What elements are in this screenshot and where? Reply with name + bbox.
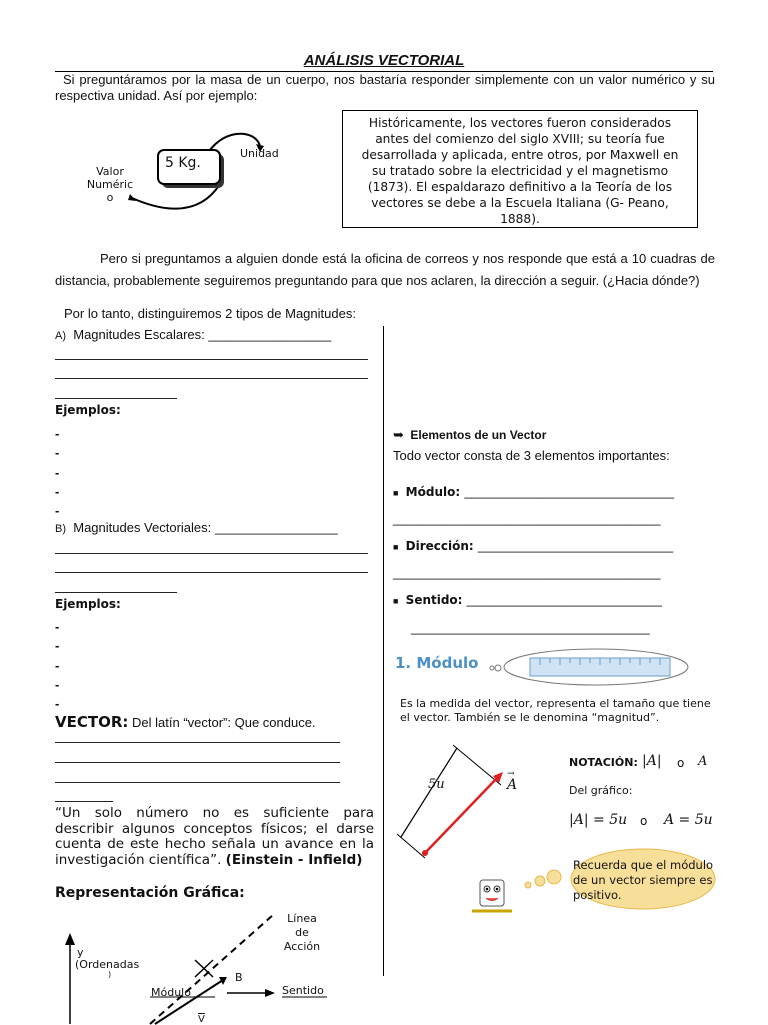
history-box: Históricamente, los vectores fueron considerados antes del comienzo del siglo XVIII; su teoría fue desarrollada y aplicada, entre otros, por Maxwell en su tratado sobre la electricidad y el magnetismo (1873). El espaldarazo definitivo a la Teoría de los vectores se debe a la Escuela Italiana (G- Peano, 1888). [342, 110, 698, 228]
blank-line [55, 572, 368, 573]
intro-paragraph: Si preguntáramos por la masa de un cuerpo, nos bastaría responder simplemente con un valor numérico y su respectiva unidad. Así por ejemplo: [55, 72, 715, 103]
blank-line [55, 782, 340, 783]
blank-line [55, 398, 177, 399]
vector-definition: VECTOR: Del latín “vector”: Que conduce. [55, 713, 316, 731]
examples-list: - - - - - [55, 426, 60, 519]
notation-or: o [677, 756, 685, 770]
vectorial-heading: B) Magnitudes Vectoriales: _________________ [55, 520, 338, 535]
page-title: ANÁLISIS VECTORIAL [303, 52, 465, 69]
unit-label: Unidad [240, 147, 279, 160]
examples-label: Ejemplos: [55, 597, 121, 611]
blank-line [55, 801, 113, 802]
ordenadas-paren: ) [108, 970, 112, 979]
blank-line [55, 553, 368, 554]
element-direccion: ■ Dirección: ___________________________ [393, 538, 674, 553]
vector-v-label: $\overline{V}$ [198, 1014, 205, 1025]
blank-line [55, 359, 368, 360]
two-types-text: Por lo tanto, distinguiremos 2 tipos de Magnitudes: [64, 306, 356, 321]
vector-name-label: → A [507, 769, 518, 793]
blank-line: _____________________________________ [393, 511, 661, 526]
y-label: y [77, 946, 84, 959]
ruler-cloud [488, 646, 700, 688]
point-b-label: B [235, 971, 243, 984]
examples-list: - - - - - [55, 619, 60, 712]
blank-line: _________________________________ [411, 620, 650, 635]
value-label: Valor Numéric o [86, 165, 134, 204]
equation-or: o [640, 814, 648, 828]
blank-line [55, 378, 368, 379]
post-office-paragraph: Pero si preguntamos a alguien donde está la oficina de correos y nos responde que está a 10 cuadras de distancia, probablemente seguiremos preguntando para que nos aclaren, la dirección a seguir. (¿Hacia dónde?) [55, 251, 715, 288]
element-modulo: ■ Módulo: _____________________________ [393, 484, 674, 499]
reminder-bubble-text: Recuerda que el módulo de un vector siempre es positivo. [573, 858, 714, 902]
blank-line [55, 762, 340, 763]
notation-abs-a: |A| [642, 753, 662, 769]
sentido-label: Sentido [282, 984, 324, 997]
notation-label: NOTACIÓN: [569, 756, 638, 769]
modulo-description: Es la medida del vector, representa el tamaño que tiene el vector. También se le denomina “magnitud”. [400, 697, 711, 724]
vector-length-label: 5u [428, 777, 445, 792]
mass-value: 5 Kg. [165, 155, 201, 171]
line-of-action-label: Línea de Acción [283, 912, 321, 953]
element-sentido: ■ Sentido: ___________________________ [393, 592, 662, 607]
blank-line: _____________________________________ [393, 565, 661, 580]
arrow-bullet-icon: ➥ [393, 428, 404, 443]
elements-intro: Todo vector consta de 3 elementos importantes: [393, 448, 670, 463]
elements-heading: ➥ Elementos de un Vector [393, 428, 547, 443]
modulo-heading: 1. Módulo [395, 654, 479, 672]
blank-line [55, 592, 177, 593]
equation-right: A = 5u [664, 812, 713, 828]
del-grafico: Del gráfico: [569, 784, 633, 797]
modulo-label: Módulo [151, 986, 191, 999]
graphic-title: Representación Gráfica: [55, 885, 245, 901]
examples-label: Ejemplos: [55, 403, 121, 417]
equation-left: |A| = 5u [569, 812, 628, 828]
scalar-heading: A) Magnitudes Escalares: _________________ [55, 327, 332, 342]
einstein-quote: “Un solo número no es suficiente para describir algunos conceptos físicos; el darse cuenta de este hecho señala un avance en la investigación científica”. (Einstein - Infield) [55, 805, 374, 868]
notation-a: A [698, 754, 708, 769]
column-divider [383, 326, 384, 976]
ordenadas-label: (Ordenadas [75, 958, 140, 971]
blank-line [55, 742, 340, 743]
